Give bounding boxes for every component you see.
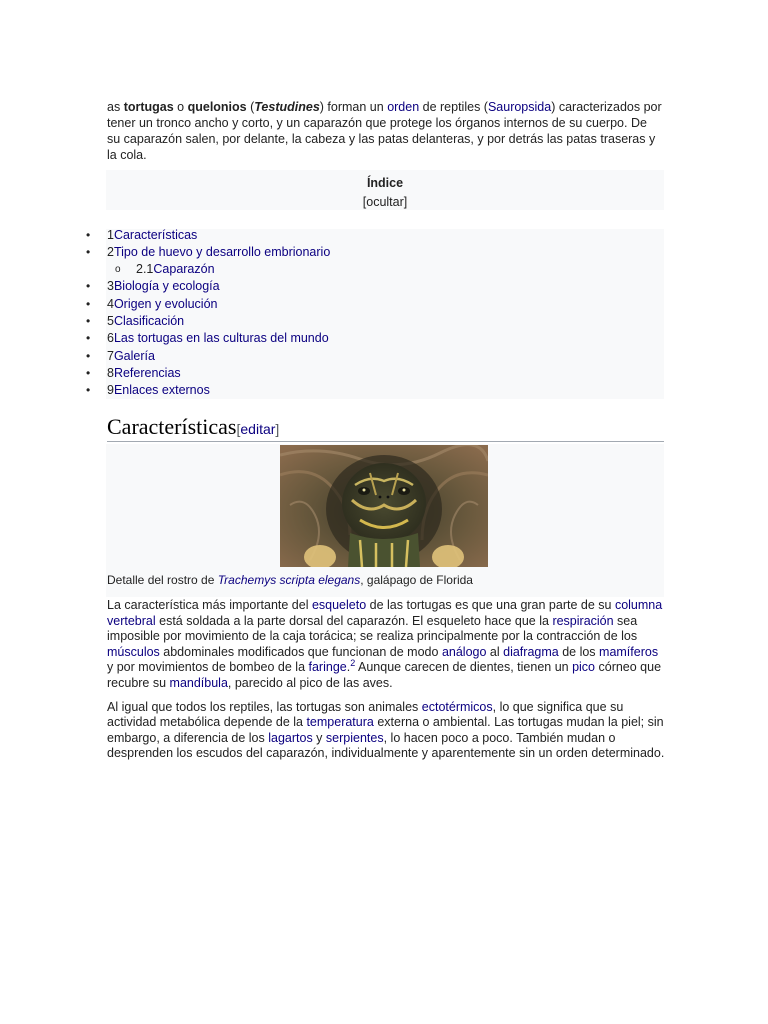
link-orden[interactable]: orden (387, 100, 420, 114)
intro-text: ( (246, 100, 255, 114)
paragraph-text: Aunque carecen de dientes, tienen un (355, 660, 573, 675)
toc-item-number: 8 (107, 366, 114, 380)
toc-item-number: 7 (107, 349, 114, 363)
link-esqueleto[interactable]: esqueleto (311, 598, 367, 612)
paragraph-text: de los (558, 644, 600, 659)
link-columna-vertebral[interactable]: columna vertebral (107, 598, 663, 628)
paragraph-text: , parecido al pico de las aves. (227, 675, 393, 690)
link-sauropsida[interactable]: Sauropsida (487, 100, 552, 114)
paragraph-text: sea imposible por movimiento de la caja torácica; se realiza principalmente por la contracción de los (107, 613, 638, 644)
link-temperatura[interactable]: temperatura (306, 715, 374, 730)
section-heading (107, 412, 664, 442)
link-diafragma[interactable]: diafragma (503, 644, 559, 659)
figure (106, 444, 664, 597)
section-edit-link[interactable] (237, 421, 280, 437)
link-pico[interactable]: pico (572, 660, 596, 675)
link-analogo[interactable]: análogo (441, 644, 487, 659)
paragraph-text: de las tortugas es que una gran parte de su (366, 598, 615, 612)
figure-caption (107, 572, 473, 588)
term-quelonios: quelonios (187, 100, 247, 114)
toc-item-label[interactable]: Tipo de huevo y desarrollo embrionario (113, 245, 331, 259)
link-respiracion[interactable]: respiración (552, 613, 614, 628)
term-tortugas: tortugas (123, 100, 174, 114)
toc-item-origen[interactable] (107, 296, 217, 313)
paragraph-text: y por movimientos de bombeo de la (107, 660, 309, 675)
toc-item-enlaces[interactable] (107, 382, 210, 399)
term-testudines: Testudines (254, 100, 320, 114)
paragraph-text: , lo que significa que su actividad metabólica depende de la (107, 699, 624, 730)
link-musculos[interactable]: músculos (107, 644, 160, 659)
intro-text: as (107, 100, 124, 114)
toc-list (106, 229, 664, 399)
toc-toggle-link[interactable]: [ocultar] (362, 195, 408, 209)
link-trachemys[interactable]: Trachemys scripta elegans (217, 573, 361, 587)
intro-text: de reptiles ( (419, 100, 488, 114)
caption-text: Detalle del rostro de (107, 573, 218, 587)
intro-text: ) caracterizados por tener un tronco ancho y corto, y un caparazón que protege los órganos internos de su cuerpo. De su caparazón salen, por delante, la cabeza y las patas delanteras, y por detrás las patas traseras y la cola. (107, 100, 662, 162)
toc-header (106, 170, 664, 210)
toc-item-referencias[interactable] (107, 365, 181, 382)
toc-item-label[interactable]: Características (113, 228, 198, 242)
edit-link-label[interactable]: editar (240, 421, 276, 437)
link-faringe[interactable]: faringe (308, 660, 347, 675)
link-ectotermicos[interactable]: ectotérmicos (421, 699, 493, 714)
toc-item-number: 2 (107, 245, 114, 259)
turtle-image (280, 445, 488, 567)
toc-item-label[interactable]: Galería (113, 349, 155, 363)
toc-item-number: 4 (107, 297, 114, 311)
edit-bracket: [ (236, 421, 241, 437)
toc-item-label[interactable]: Clasificación (113, 314, 185, 328)
toc-item-caparazon[interactable] (136, 261, 215, 278)
toc-item-label[interactable]: Caparazón (153, 262, 215, 276)
paragraph-text: , lo hacen poco a poco. También mudan o desprenden los escudos del caparazón, individualmente y aparentemente sin un orden determinado. (107, 730, 665, 761)
paragraph-text: abdominales modificados que funcionan de modo (159, 644, 442, 659)
toc-item-galeria[interactable] (107, 348, 155, 365)
edit-bracket: ] (275, 421, 280, 437)
paragraph-text: está soldada a la parte dorsal del caparazón. El esqueleto hace que la (155, 613, 553, 628)
section-title: Características (107, 414, 237, 439)
toc-item-number: 2.1 (136, 262, 154, 276)
toc-title: Índice (366, 176, 404, 190)
section-body (107, 598, 667, 770)
toc-item-caracteristicas[interactable] (107, 227, 197, 244)
toc-item-label[interactable]: Las tortugas en las culturas del mundo (113, 331, 329, 345)
toc-item-label[interactable]: Enlaces externos (113, 383, 210, 397)
toc-item-tipo-de-huevo[interactable] (107, 244, 330, 261)
toc-item-label[interactable]: Referencias (113, 366, 181, 380)
paragraph-text: La característica más importante del (107, 598, 312, 612)
toc-item-label[interactable]: Origen y evolución (113, 297, 218, 311)
link-lagartos[interactable]: lagartos (268, 730, 313, 745)
link-mandibula[interactable]: mandíbula (169, 675, 228, 690)
toc-item-biologia[interactable] (107, 278, 220, 295)
intro-paragraph (107, 99, 663, 163)
reference-link[interactable]: 2 (350, 658, 356, 669)
link-mamiferos[interactable]: mamíferos (599, 644, 659, 659)
paragraph-esqueleto (107, 598, 667, 692)
paragraph-text: córneo que recubre su (107, 660, 662, 690)
intro-text: o (173, 100, 188, 114)
link-serpientes[interactable]: serpientes (325, 730, 384, 745)
paragraph-text: al (486, 644, 504, 659)
toc-item-label[interactable]: Biología y ecología (113, 279, 220, 293)
toc-item-number: 5 (107, 314, 114, 328)
toc-item-number: 6 (107, 331, 114, 345)
paragraph-text: . (346, 660, 351, 675)
paragraph-text: externa o ambiental. Las tortugas mudan la piel; sin embargo, a diferencia de los (107, 715, 664, 745)
toc-item-number: 9 (107, 383, 114, 397)
caption-text: , galápago de Florida (360, 573, 473, 587)
paragraph-ectotermicos (107, 700, 667, 762)
turtle-photo[interactable] (280, 445, 488, 567)
toc-item-number: 1 (107, 228, 114, 242)
intro-text: ) forman un (319, 100, 388, 114)
paragraph-text: Al igual que todos los reptiles, las tortugas son animales (107, 699, 422, 714)
toc-item-clasificacion[interactable] (107, 313, 184, 330)
paragraph-text: y (312, 730, 326, 745)
toc-item-culturas[interactable] (107, 330, 329, 347)
toc-item-number: 3 (107, 279, 114, 293)
